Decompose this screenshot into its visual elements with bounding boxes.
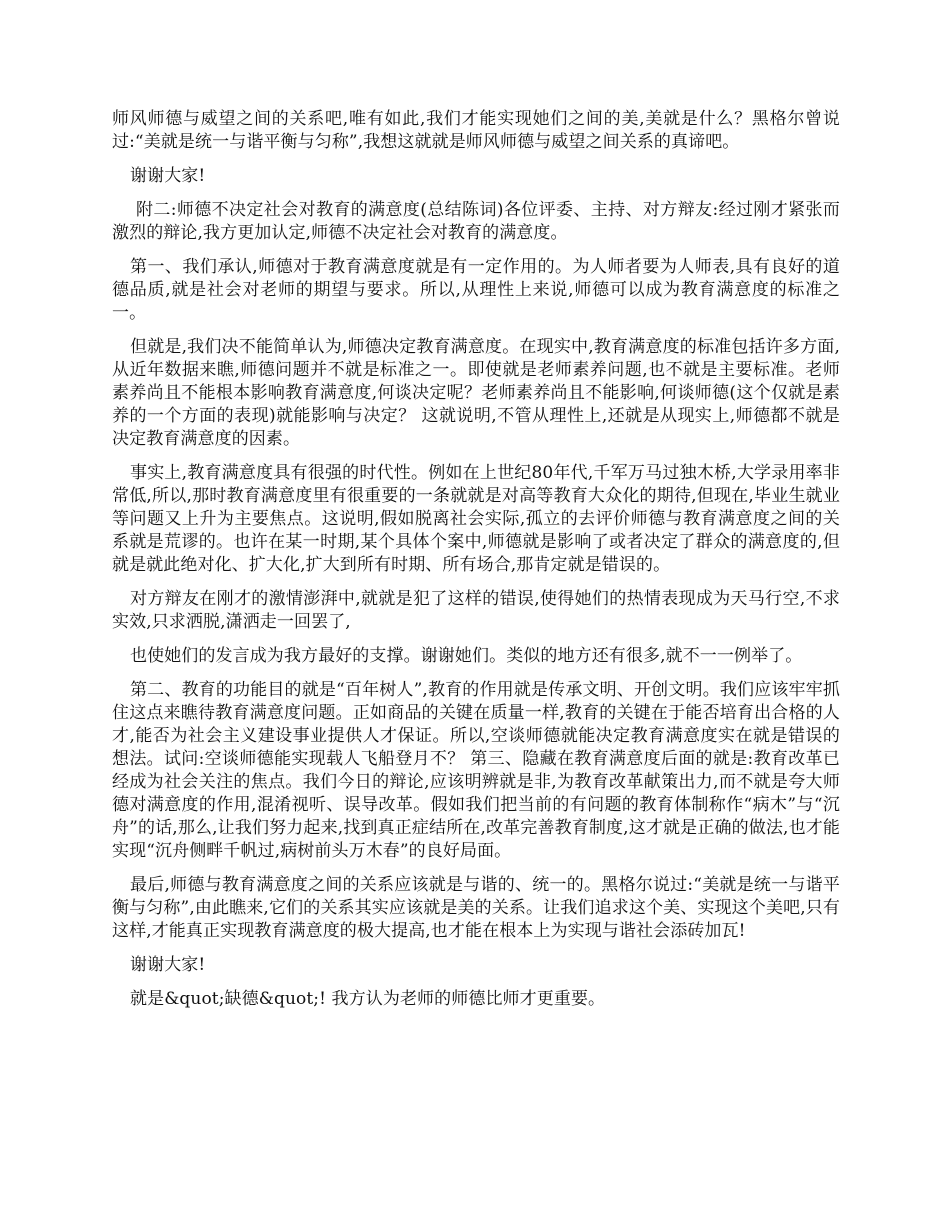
paragraph-4: 第一、我们承认,师德对于教育满意度就是有一定作用的。为人师者要为人师表,具有良好的道德品质,就是社会对老师的期望与要求。所以,从理性上来说,师德可以成为教育满意度的标准之一。: [112, 257, 840, 323]
paragraph-1: 师风师德与威望之间的关系吧,唯有如此,我们才能实现她们之间的美,美就是什么？黑格尔曾说过:“美就是统一与谐平衡与匀称”,我想这就就是师风师德与威望之间关系的真谛吧。: [112, 109, 840, 152]
paragraph-12: 就是&quot;缺德&quot;! 我方认为老师的师德比师才更重要。: [130, 989, 606, 1009]
paragraph-7: 对方辩友在刚才的激情澎湃中,就就是犯了这样的错误,使得她们的热情表现成为天马行空,不求实效,只求洒脱,潇洒走一回罢了,: [112, 589, 840, 632]
paragraph-3: 附二:师德不决定社会对教育的满意度(总结陈词)各位评委、主持、对方辩友:经过刚才紧张而激烈的辩论,我方更加认定,师德不决定社会对教育的满意度。: [112, 200, 840, 243]
paragraph-11: 谢谢大家!: [130, 955, 206, 975]
paragraph-8: 也使她们的发言成为我方最好的支撑。谢谢她们。类似的地方还有很多,就不一一例举了。: [130, 646, 803, 666]
paragraph-2: 谢谢大家!: [130, 166, 206, 186]
document-page: [112, 108, 840, 1022]
paragraph-9: 第二、教育的功能目的就是“百年树人”,教育的作用就是传承文明、开创文明。我们应该牢牢抓住这点来瞧待教育满意度问题。正如商品的关键在质量一样,教育的关键在于能否培育出合格的人才,能否为社会主义建设事业提供人才保证。所以,空谈师德就能决定教育满意度实在就是错误的想法。试问:空谈师德能实现载人飞船登月不？ 第三、隐藏在教育满意度后面的就是:教育改革已经成为社会关注的焦点。我们今日的辩论,应该明辨就是非,为教育改革献策出力,而不就是夸大师德对满意度的作用,混淆视听、误导改革。假如我们把当前的有问题的教育体制称作“病木”与“沉舟”的话,那么,让我们努力起来,找到真正症结所在,改革完善教育制度,这才就是正确的做法,也才能实现“沉舟侧畔千帆过,病树前头万木春”的良好局面。: [112, 680, 840, 861]
paragraph-5: 但就是,我们决不能简单认为,师德决定教育满意度。在现实中,教育满意度的标准包括许多方面,从近年数据来瞧,师德问题并不就是标准之一。即使就是老师素养问题,也不就是主要标准。老师素养尚且不能根本影响教育满意度,何谈决定呢？老师素养尚且不能影响,何谈师德(这个仅就是素养的一个方面的表现)就能影响与决定？ 这就说明,不管从理性上,还就是从现实上,师德都不就是决定教育满意度的因素。: [112, 337, 840, 449]
paragraph-6: 事实上,教育满意度具有很强的时代性。例如在上世纪80年代,千军万马过独木桥,大学录用率非常低,所以,那时教育满意度里有很重要的一条就就是对高等教育大众化的期待,但现在,毕业生就业等问题又上升为主要焦点。这说明,假如脱离社会实际,孤立的去评价师德与教育满意度之间的关系就是荒谬的。也许在某一时期,某个具体个案中,师德就是影响了或者决定了群众的满意度的,但就是就此绝对化、扩大化,扩大到所有时期、所有场合,那肯定就是错误的。: [112, 463, 840, 575]
paragraph-10: 最后,师德与教育满意度之间的关系应该就是与谐的、统一的。黑格尔说过:“美就是统一与谐平衡与匀称”,由此瞧来,它们的关系其实应该就是美的关系。让我们追求这个美、实现这个美吧,只有这样,才能真正实现教育满意度的极大提高,也才能在根本上为实现与谐社会添砖加瓦!: [112, 875, 840, 941]
